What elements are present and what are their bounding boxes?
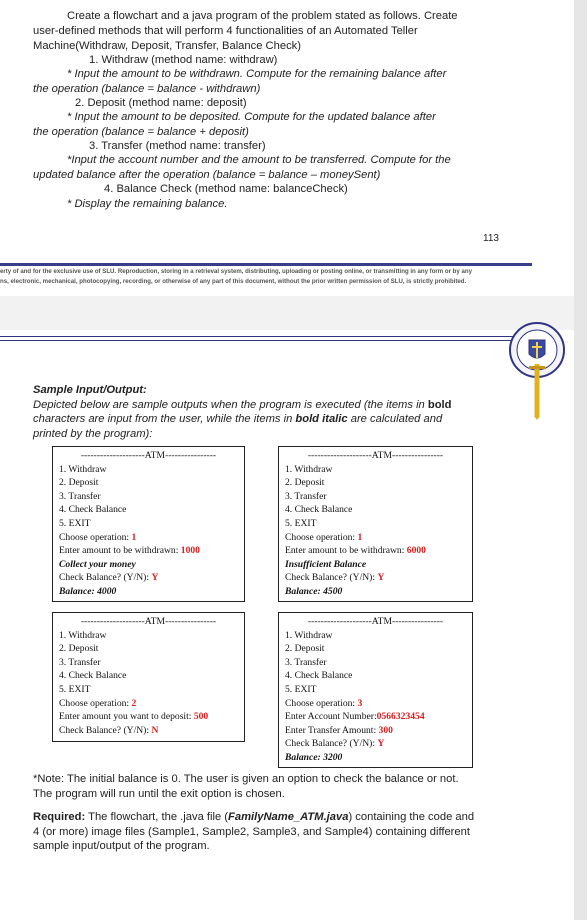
operation-label: Choose operation: xyxy=(59,697,132,709)
menu-check-balance: 4. Check Balance xyxy=(285,670,353,682)
item-balance-desc-1: * Display the remaining balance. xyxy=(67,198,228,210)
account-input: 0566323454 xyxy=(376,711,425,723)
menu-withdraw: 1. Withdraw xyxy=(59,463,107,475)
intro-line-3: Machine(Withdraw, Deposit, Transfer, Balance Check) xyxy=(33,40,301,52)
desc-2b-text: are calculated and xyxy=(347,413,443,425)
atm-header: --------------------ATM---------------- xyxy=(307,616,444,627)
amount-label: Enter amount to be withdrawn: xyxy=(59,545,181,557)
page-gap xyxy=(0,296,587,330)
item-withdraw-desc-1: * Input the amount to be withdrawn. Compute for the remaining balance after xyxy=(67,68,447,80)
item-deposit-title: 2. Deposit (method name: deposit) xyxy=(75,97,247,109)
menu-transfer: 3. Transfer xyxy=(59,656,101,668)
item-deposit-desc-2: the operation (balance = balance + deposit) xyxy=(33,126,249,138)
required-line-2: 4 (or more) image files (Sample1, Sample2, Sample3, and Sample4) containing different xyxy=(33,826,470,838)
required-line-3: sample input/output of the program. xyxy=(33,840,210,852)
item-withdraw-title: 1. Withdraw (method name: withdraw) xyxy=(89,54,278,66)
header-rule-bottom xyxy=(0,340,545,341)
menu-check-balance: 4. Check Balance xyxy=(59,504,127,516)
operation-line xyxy=(59,697,244,711)
note-line-1: *Note: The initial balance is 0. The user is given an option to check the balance or not. xyxy=(33,773,459,785)
operation-input: 3 xyxy=(357,697,363,709)
copyright-line-2: ns, electronic, mechanical, photocopying, recording, or otherwise of any part of this document, without the prior written permission of SLU, is strictly prohibited. xyxy=(0,278,467,285)
menu-deposit: 2. Deposit xyxy=(285,477,325,489)
copyright-line-1: erty of and for the exclusive use of SLU. Reproduction, storing in a retrieval system, distributing, uploading or posting online, or transmitting in any form or by any xyxy=(0,268,472,275)
menu-withdraw: 1. Withdraw xyxy=(59,629,107,641)
item-transfer-desc-1: *Input the account number and the amount to be transferred. Compute for the xyxy=(67,154,451,166)
java-filename: FamilyName_ATM.java xyxy=(228,811,349,823)
atm-header: --------------------ATM---------------- xyxy=(80,450,217,461)
menu-deposit: 2. Deposit xyxy=(285,643,325,655)
balance-output: Balance: 3200 xyxy=(285,751,343,763)
sample-output-4 xyxy=(278,612,473,768)
amount-line xyxy=(59,710,244,724)
account-line xyxy=(285,710,472,724)
desc-bold-italic-word: bold italic xyxy=(295,413,348,425)
amount-label: Enter amount you want to deposit: xyxy=(59,711,194,723)
check-input: Y xyxy=(377,738,385,750)
page-number: 113 xyxy=(483,233,499,244)
check-input: Y xyxy=(377,572,385,584)
required-line-1 xyxy=(33,810,474,825)
operation-label: Choose operation: xyxy=(59,531,132,543)
amount-input: 500 xyxy=(193,711,209,723)
operation-line xyxy=(59,531,244,545)
sample-output-1 xyxy=(52,446,245,602)
amount-label: Enter amount to be withdrawn: xyxy=(285,545,407,557)
item-deposit-desc-1: * Input the amount to be deposited. Compute for the updated balance after xyxy=(67,111,436,123)
amount-line xyxy=(59,544,244,558)
item-transfer-title: 3. Transfer (method name: transfer) xyxy=(89,140,266,152)
sample-heading: Sample Input/Output: xyxy=(33,384,147,396)
viewer-scroll-edge xyxy=(574,0,587,920)
sample-output-2 xyxy=(278,446,473,602)
transfer-label: Enter Transfer Amount: xyxy=(285,724,379,736)
check-input: N xyxy=(151,724,159,736)
desc-2a-text: characters are input from the user, while the items in xyxy=(33,413,296,425)
check-balance-line xyxy=(285,571,472,585)
menu-deposit: 2. Deposit xyxy=(59,477,99,489)
menu-deposit: 2. Deposit xyxy=(59,643,99,655)
menu-exit: 5. EXIT xyxy=(285,683,317,695)
desc-1-text: Depicted below are sample outputs when the program is executed (the items in xyxy=(33,399,428,411)
check-label: Check Balance? (Y/N): xyxy=(285,572,378,584)
footer-rule xyxy=(0,263,532,266)
intro-line-1: Create a flowchart and a java program of the problem stated as follows. Create xyxy=(67,10,458,22)
operation-input: 1 xyxy=(131,531,137,543)
operation-label: Choose operation: xyxy=(285,531,358,543)
item-withdraw-desc-2: the operation (balance = balance - withdrawn) xyxy=(33,83,261,95)
transfer-input: 300 xyxy=(378,724,393,736)
menu-transfer: 3. Transfer xyxy=(59,490,101,502)
check-balance-line xyxy=(285,737,472,751)
amount-input: 1000 xyxy=(180,545,200,557)
required-text-a: The flowchart, the .java file ( xyxy=(85,811,229,823)
atm-header: --------------------ATM---------------- xyxy=(307,450,444,461)
balance-output: Balance: 4000 xyxy=(59,585,117,597)
menu-transfer: 3. Transfer xyxy=(285,656,327,668)
amount-input: 6000 xyxy=(406,545,426,557)
amount-line xyxy=(285,544,472,558)
header-rule-top xyxy=(0,336,545,337)
sample-output-3 xyxy=(52,612,245,742)
required-text-b: ) containing the code and xyxy=(348,811,475,823)
check-label: Check Balance? (Y/N): xyxy=(285,738,378,750)
operation-input: 1 xyxy=(357,531,363,543)
intro-line-2: user-defined methods that will perform 4 functionalities of an Automated Teller xyxy=(33,25,418,37)
balance-output: Balance: 4500 xyxy=(285,585,343,597)
sample-description-3: printed by the program): xyxy=(33,428,153,440)
sample-description-1 xyxy=(33,398,452,413)
operation-input: 2 xyxy=(131,697,137,709)
check-label: Check Balance? (Y/N): xyxy=(59,572,152,584)
check-balance-line xyxy=(59,571,244,585)
transfer-line xyxy=(285,724,472,738)
menu-check-balance: 4. Check Balance xyxy=(59,670,127,682)
sample-description-2 xyxy=(33,412,442,427)
check-label: Check Balance? (Y/N): xyxy=(59,724,152,736)
atm-header: --------------------ATM---------------- xyxy=(80,616,217,627)
menu-exit: 5. EXIT xyxy=(285,517,317,529)
menu-withdraw: 1. Withdraw xyxy=(285,629,333,641)
account-label: Enter Account Number: xyxy=(285,711,377,723)
result-message: Collect your money xyxy=(59,558,136,570)
operation-line xyxy=(285,697,472,711)
required-label: Required: xyxy=(33,811,86,823)
check-input: Y xyxy=(151,572,159,584)
desc-bold-word: bold xyxy=(427,399,452,411)
result-message: Insufficient Balance xyxy=(285,558,367,570)
menu-check-balance: 4. Check Balance xyxy=(285,504,353,516)
item-balance-title: 4. Balance Check (method name: balanceCheck) xyxy=(104,183,348,195)
note-line-2: The program will run until the exit option is chosen. xyxy=(33,788,285,800)
university-seal-logo xyxy=(507,320,567,420)
operation-label: Choose operation: xyxy=(285,697,358,709)
menu-exit: 5. EXIT xyxy=(59,683,91,695)
item-transfer-desc-2: updated balance after the operation (balance = balance – moneySent) xyxy=(33,169,381,181)
operation-line xyxy=(285,531,472,545)
menu-exit: 5. EXIT xyxy=(59,517,91,529)
menu-withdraw: 1. Withdraw xyxy=(285,463,333,475)
menu-transfer: 3. Transfer xyxy=(285,490,327,502)
check-balance-line xyxy=(59,724,244,738)
